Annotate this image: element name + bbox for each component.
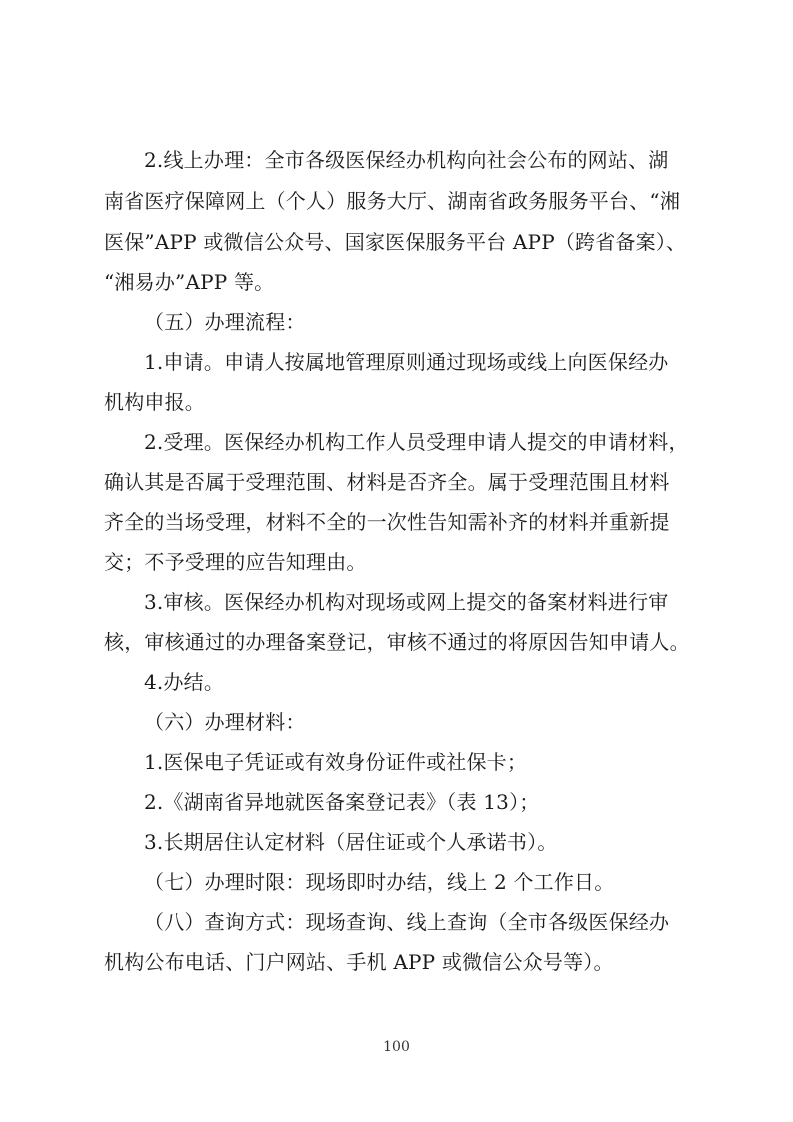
- text-line: 南省医疗保障网上（个人）服务大厅、湖南省政务服务平台、“湘: [104, 189, 681, 213]
- text-line: 确认其是否属于受理范围、材料是否齐全。属于受理范围且材料: [104, 470, 670, 494]
- text-line: 机构申报。: [104, 390, 205, 414]
- text-line: 4.办结。: [144, 670, 225, 694]
- text-line: 交；不予受理的应告知理由。: [104, 550, 367, 574]
- text-line: 齐全的当场受理，材料不全的一次性告知需补齐的材料并重新提: [104, 510, 670, 534]
- list-item: 3.长期居住认定材料（居住证或个人承诺书）。: [144, 830, 558, 854]
- list-item: 1.医保电子凭证或有效身份证件或社保卡；: [144, 750, 528, 774]
- page-number: 100: [383, 1039, 410, 1055]
- list-item: 2.《湖南省异地就医备案登记表》（表 13）；: [144, 790, 540, 814]
- text-line: 2.线上办理：全市各级医保经办机构向社会公布的网站、湖: [144, 148, 669, 172]
- section-heading: （八）查询方式：现场查询、线上查询（全市各级医保经办: [144, 910, 670, 934]
- section-heading: （六）办理材料：: [144, 710, 306, 734]
- text-line: 核，审核通过的办理备案登记，审核不通过的将原因告知申请人。: [104, 630, 690, 654]
- section-heading: （五）办理流程：: [144, 310, 306, 334]
- text-line: 1.申请。申请人按属地管理原则通过现场或线上向医保经办: [144, 350, 669, 374]
- text-line: 2.受理。医保经办机构工作人员受理申请人提交的申请材料，: [144, 430, 689, 454]
- text-line: “湘易办”APP 等。: [104, 270, 275, 294]
- section-heading: （七）办理时限：现场即时办结，线上 2 个工作日。: [144, 870, 615, 894]
- text-line: 3.审核。医保经办机构对现场或网上提交的备案材料进行审: [144, 590, 669, 614]
- text-line: 医保”APP 或微信公众号、国家医保服务平台 APP（跨省备案）、: [104, 230, 687, 254]
- text-line: 机构公布电话、门户网站、手机 APP 或微信公众号等）。: [104, 950, 614, 974]
